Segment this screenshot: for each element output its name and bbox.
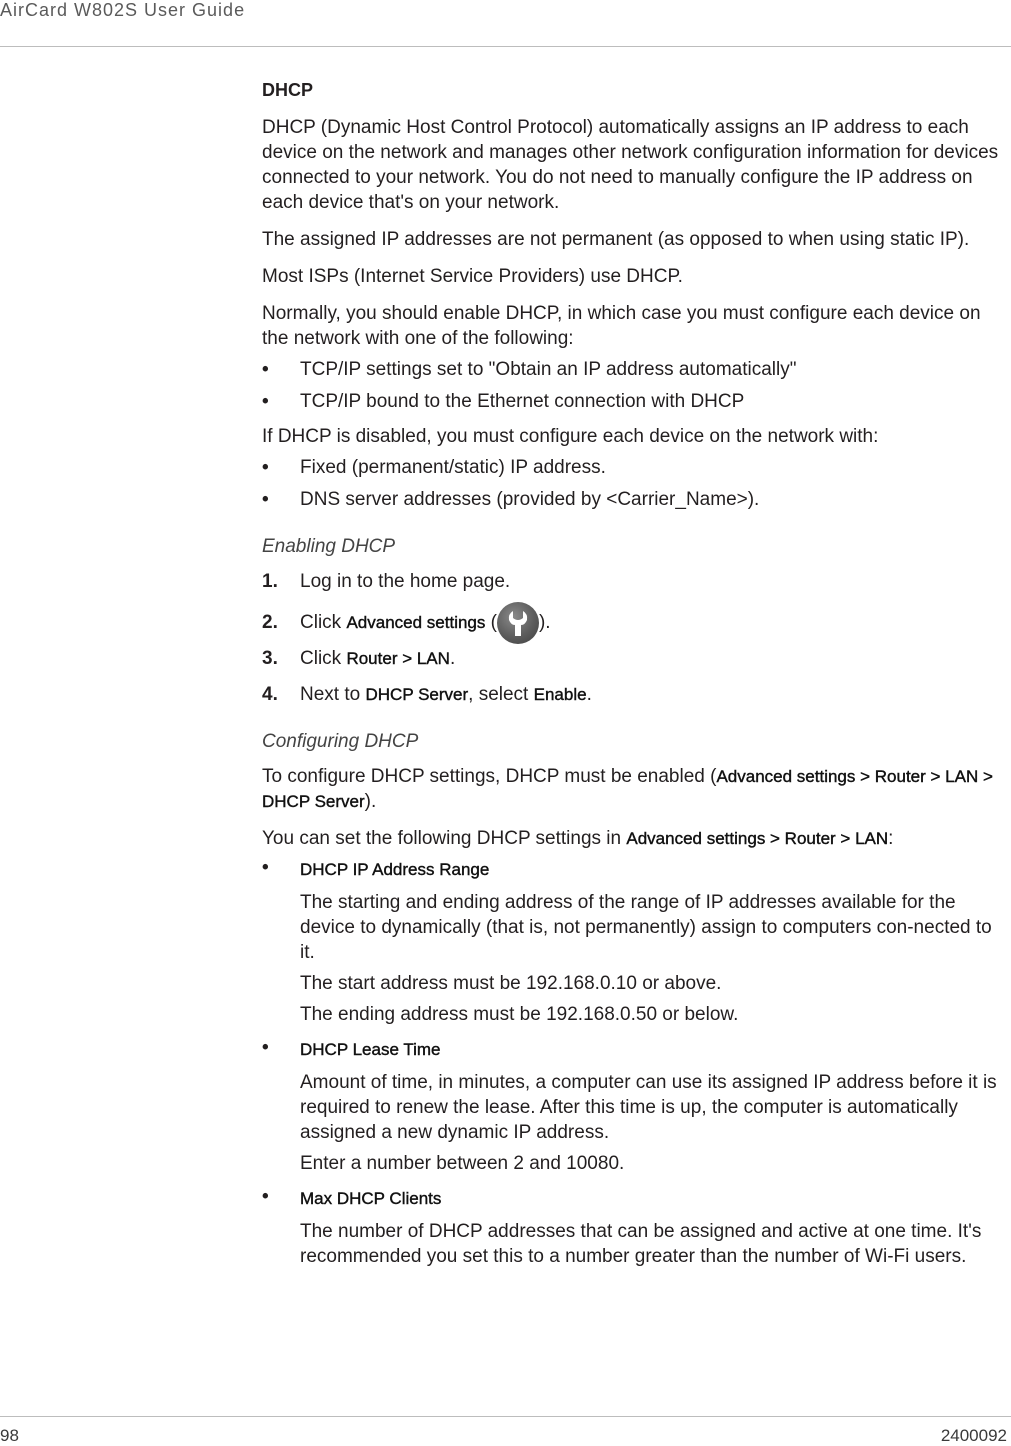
settings-list <box>262 857 1008 1269</box>
step-item <box>262 646 1008 671</box>
step-text: Next to <box>300 684 366 705</box>
footer-rule <box>0 1416 1011 1417</box>
bullet-list-disabled <box>262 455 1008 512</box>
subheading-configuring: Configuring DHCP <box>262 731 419 752</box>
setting-term: DHCP IP Address Range <box>300 860 490 879</box>
step-number: 3. <box>262 648 278 669</box>
step-text: Click <box>300 648 347 669</box>
paragraph: If DHCP is disabled, you must configure each device on the network with: <box>262 426 879 447</box>
paragraph: DHCP (Dynamic Host Control Protocol) automatically assigns an IP address to each device on the network and manages other network configuration information for devices connected to your network. You do not need to manually configure the IP address on each device that's on your network. <box>262 117 999 213</box>
list-item: • TCP/IP bound to the Ethernet connection with DHCP <box>262 389 1008 414</box>
ui-label: Advanced settings > Router > LAN > DHCP Server <box>262 767 993 811</box>
page-number: 98 <box>0 1426 19 1445</box>
document-id: 2400092 <box>940 1426 1007 1445</box>
ui-label: DHCP Server <box>365 685 469 704</box>
bullet-list-enable <box>262 357 1008 414</box>
list-item: • Fixed (permanent/static) IP address. <box>262 455 1008 480</box>
setting-term: Max DHCP Clients <box>300 1189 442 1208</box>
step-text: ). <box>538 612 551 633</box>
setting-item <box>262 857 1008 1027</box>
step-text: , select <box>468 684 534 705</box>
list-item: • DNS server addresses (provided by <Carrier_Name>). <box>262 487 1008 512</box>
header-rule <box>0 46 1011 47</box>
section-title: DHCP <box>262 80 314 100</box>
text: To configure DHCP settings, DHCP must be enabled ( <box>262 766 717 787</box>
paragraph: The assigned IP addresses are not permanent (as opposed to when using static IP). <box>262 229 970 250</box>
text: You can set the following DHCP settings in <box>262 828 627 849</box>
step-number: 2. <box>262 612 278 633</box>
setting-desc: The start address must be 192.168.0.10 or above. <box>300 973 722 994</box>
setting-desc: The starting and ending address of the range of IP addresses available for the device to dynamically (that is, not permanently) assign to computers con-nected to it. <box>300 892 992 963</box>
step-number: 1. <box>262 571 278 592</box>
paragraph: Normally, you should enable DHCP, in which case you must configure each device on the network with one of the following: <box>262 303 981 349</box>
step-text: . <box>586 684 592 705</box>
ui-label: Enable <box>533 685 587 704</box>
step-item <box>262 610 1008 635</box>
wrench-icon <box>497 602 539 644</box>
setting-item <box>262 1037 1008 1176</box>
ui-label: Router > LAN <box>346 649 450 668</box>
paragraph <box>262 764 1008 814</box>
setting-desc: Amount of time, in minutes, a computer can use its assigned IP address before it is required to renew the lease. After this time is up, the computer is automatically assigned a new dynamic IP address. <box>300 1072 997 1143</box>
step-item <box>262 569 1008 594</box>
text: ). <box>364 791 377 812</box>
setting-desc: The ending address must be 192.168.0.50 or below. <box>300 1004 739 1025</box>
setting-desc: The number of DHCP addresses that can be assigned and active at one time. It's recommended you set this to a number greater than the number of Wi-Fi users. <box>300 1221 982 1267</box>
step-text: Log in to the home page. <box>300 571 511 592</box>
step-text: . <box>449 648 456 669</box>
subheading-enabling: Enabling DHCP <box>262 536 396 557</box>
step-number: 4. <box>262 684 278 705</box>
ui-label: Advanced settings <box>346 613 486 632</box>
setting-desc: Enter a number between 2 and 10080. <box>300 1153 625 1174</box>
steps-list <box>262 569 1008 707</box>
ui-label: Advanced settings > Router > LAN <box>626 829 889 848</box>
setting-term: DHCP Lease Time <box>300 1040 441 1059</box>
text: : <box>888 828 894 849</box>
setting-item <box>262 1186 1008 1269</box>
running-header: AirCard W802S User Guide <box>0 0 246 20</box>
step-text: ( <box>485 612 497 633</box>
step-text: Click <box>300 612 347 633</box>
page-content <box>262 78 1008 1279</box>
paragraph <box>262 826 1008 851</box>
list-item: • TCP/IP settings set to "Obtain an IP address automatically" <box>262 357 1008 382</box>
paragraph: Most ISPs (Internet Service Providers) use DHCP. <box>262 266 683 287</box>
step-item <box>262 682 1008 707</box>
